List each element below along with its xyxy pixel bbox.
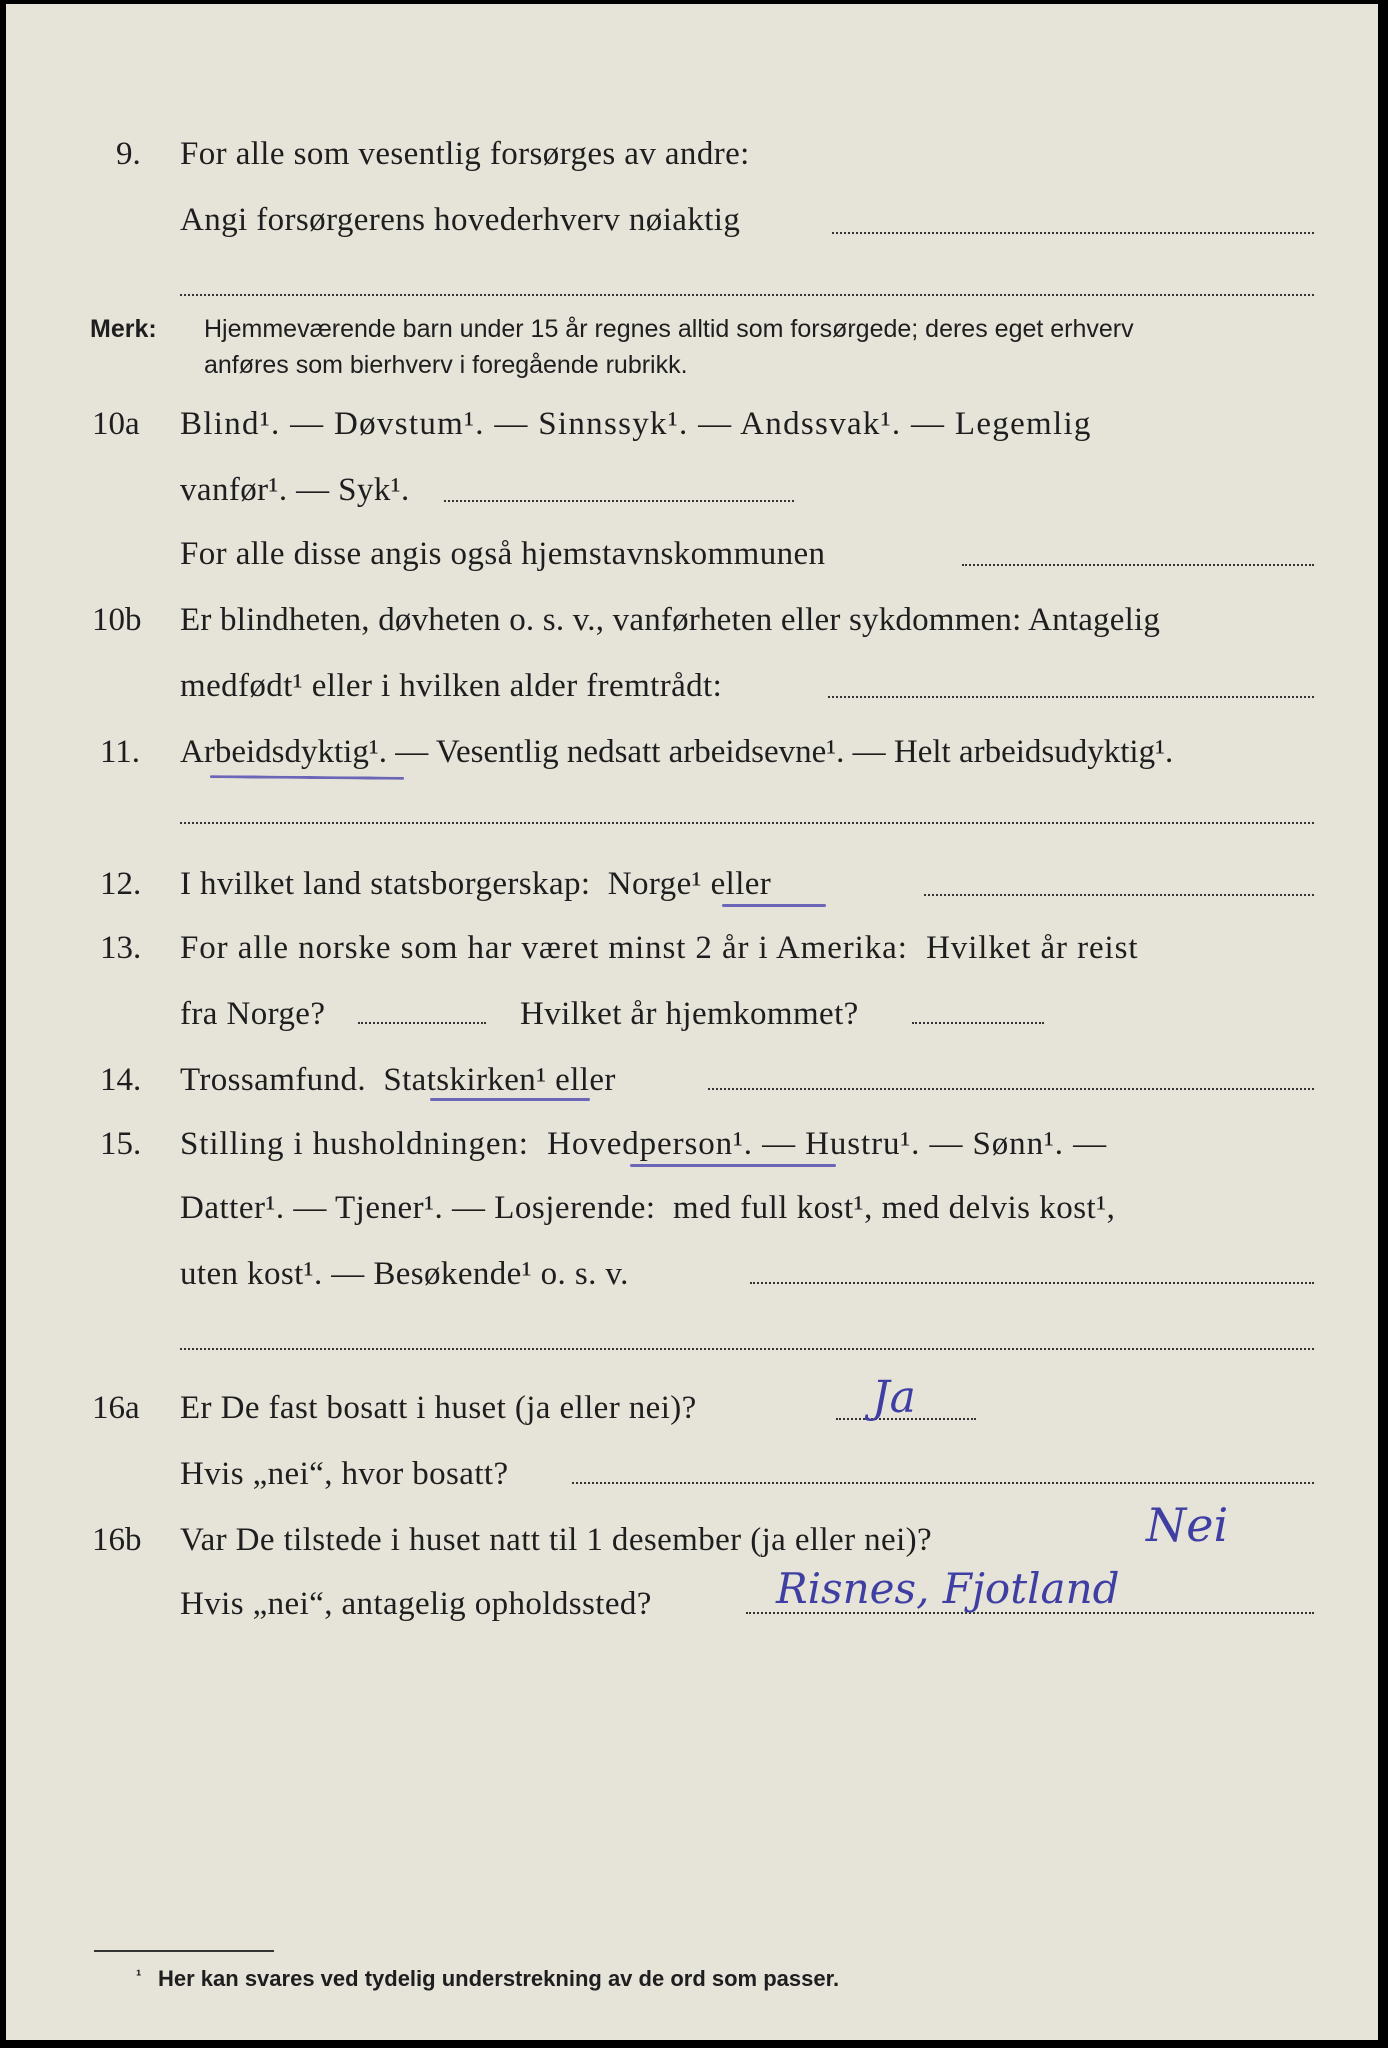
q10a-kommune-line[interactable] <box>962 564 1314 566</box>
q10b-number: 10b <box>92 602 142 638</box>
q16a-bosatt-line[interactable] <box>572 1482 1314 1484</box>
q15-line1: Stilling i husholdningen: Hovedperson¹. — Hustru¹. — Sønn¹. — <box>180 1126 1107 1162</box>
q12-line1: I hvilket land statsborgerskap: Norge¹ eller <box>180 866 772 902</box>
footnote-text: Her kan svares ved tydelig understrekning av de ord som passer. <box>158 1966 840 1991</box>
q15-number: 15. <box>100 1126 142 1162</box>
q10a-line1: Blind¹. — Døvstum¹. — Sinnssyk¹. — Andssvak¹. — Legemlig <box>180 406 1092 442</box>
q10b-line2: medfødt¹ eller i hvilken alder fremtrådt: <box>180 668 723 704</box>
q14-line1: Trossamfund. Statskirken¹ eller <box>180 1062 616 1098</box>
q15-answer-line[interactable] <box>750 1282 1314 1284</box>
q14-underline-mark <box>430 1098 590 1101</box>
q16a-line2: Hvis „nei“, hvor bosatt? <box>180 1456 509 1492</box>
q16a-number: 16a <box>92 1390 140 1426</box>
q9-number: 9. <box>116 136 141 172</box>
q16b-handwritten-place: Risnes, Fjotland <box>776 1564 1120 1613</box>
footnote-rule <box>94 1950 274 1952</box>
census-form-page <box>6 4 1378 2040</box>
q15-line2: Datter¹. — Tjener¹. — Losjerende: med full kost¹, med delvis kost¹, <box>180 1190 1116 1226</box>
q11-line1: Arbeidsdyktig¹. — Vesentlig nedsatt arbeidsevne¹. — Helt arbeidsudyktig¹. <box>180 734 1174 770</box>
q16b-line1: Var De tilstede i huset natt til 1 desember (ja eller nei)? <box>180 1522 933 1558</box>
q9-line1: For alle som vesentlig forsørges av andre: <box>180 136 750 172</box>
q15-underline-mark <box>630 1164 836 1167</box>
q12-answer-line[interactable] <box>924 894 1314 896</box>
q13-line1: For alle norske som har været minst 2 år i Amerika: Hvilket år reist <box>180 930 1139 966</box>
merk-label: Merk: <box>90 315 157 343</box>
q10a-line3: For alle disse angis også hjemstavnskommunen <box>180 536 826 572</box>
q10b-line1: Er blindheten, døvheten o. s. v., vanførheten eller sykdommen: Antagelig <box>180 602 1161 638</box>
q16b-line2: Hvis „nei“, antagelig opholdssted? <box>180 1586 652 1622</box>
merk-line2: anføres som bierhverv i foregående rubrikk. <box>204 351 688 379</box>
q13-line2a: fra Norge? <box>180 996 326 1032</box>
q13-number: 13. <box>100 930 142 966</box>
q11-extra-line[interactable] <box>180 822 1314 824</box>
q13-reist-line[interactable] <box>358 1022 486 1024</box>
q9-answer-line[interactable] <box>832 232 1314 234</box>
q11-underline-mark <box>210 775 404 780</box>
q16a-handwritten-answer: Ja <box>872 1372 916 1423</box>
q11-number: 11. <box>100 734 141 770</box>
footnote-mark: ¹ <box>136 1968 142 1985</box>
q16b-number: 16b <box>92 1522 142 1558</box>
q10a-number: 10a <box>92 406 140 442</box>
q14-number: 14. <box>100 1062 142 1098</box>
q10b-answer-line[interactable] <box>828 696 1314 698</box>
q12-underline-mark <box>722 904 826 907</box>
q9-line2: Angi forsørgerens hovederhverv nøiaktig <box>180 202 741 238</box>
q15-line3: uten kost¹. — Besøkende¹ o. s. v. <box>180 1256 629 1292</box>
q16a-line1: Er De fast bosatt i huset (ja eller nei)? <box>180 1390 697 1426</box>
merk-line1: Hjemmeværende barn under 15 år regnes alltid som forsørgede; deres eget erhverv <box>204 315 1134 343</box>
q10a-line2: vanfør¹. — Syk¹. <box>180 472 410 508</box>
q9-extra-line[interactable] <box>180 294 1314 296</box>
q10a-syk-line[interactable] <box>444 500 794 502</box>
q14-answer-line[interactable] <box>708 1088 1314 1090</box>
q12-number: 12. <box>100 866 142 902</box>
q13-hjemkommet-line[interactable] <box>912 1022 1044 1024</box>
q13-line2b: Hvilket år hjemkommet? <box>520 996 859 1032</box>
q16b-handwritten-answer: Nei <box>1146 1498 1229 1552</box>
q15-extra-line[interactable] <box>180 1348 1314 1350</box>
